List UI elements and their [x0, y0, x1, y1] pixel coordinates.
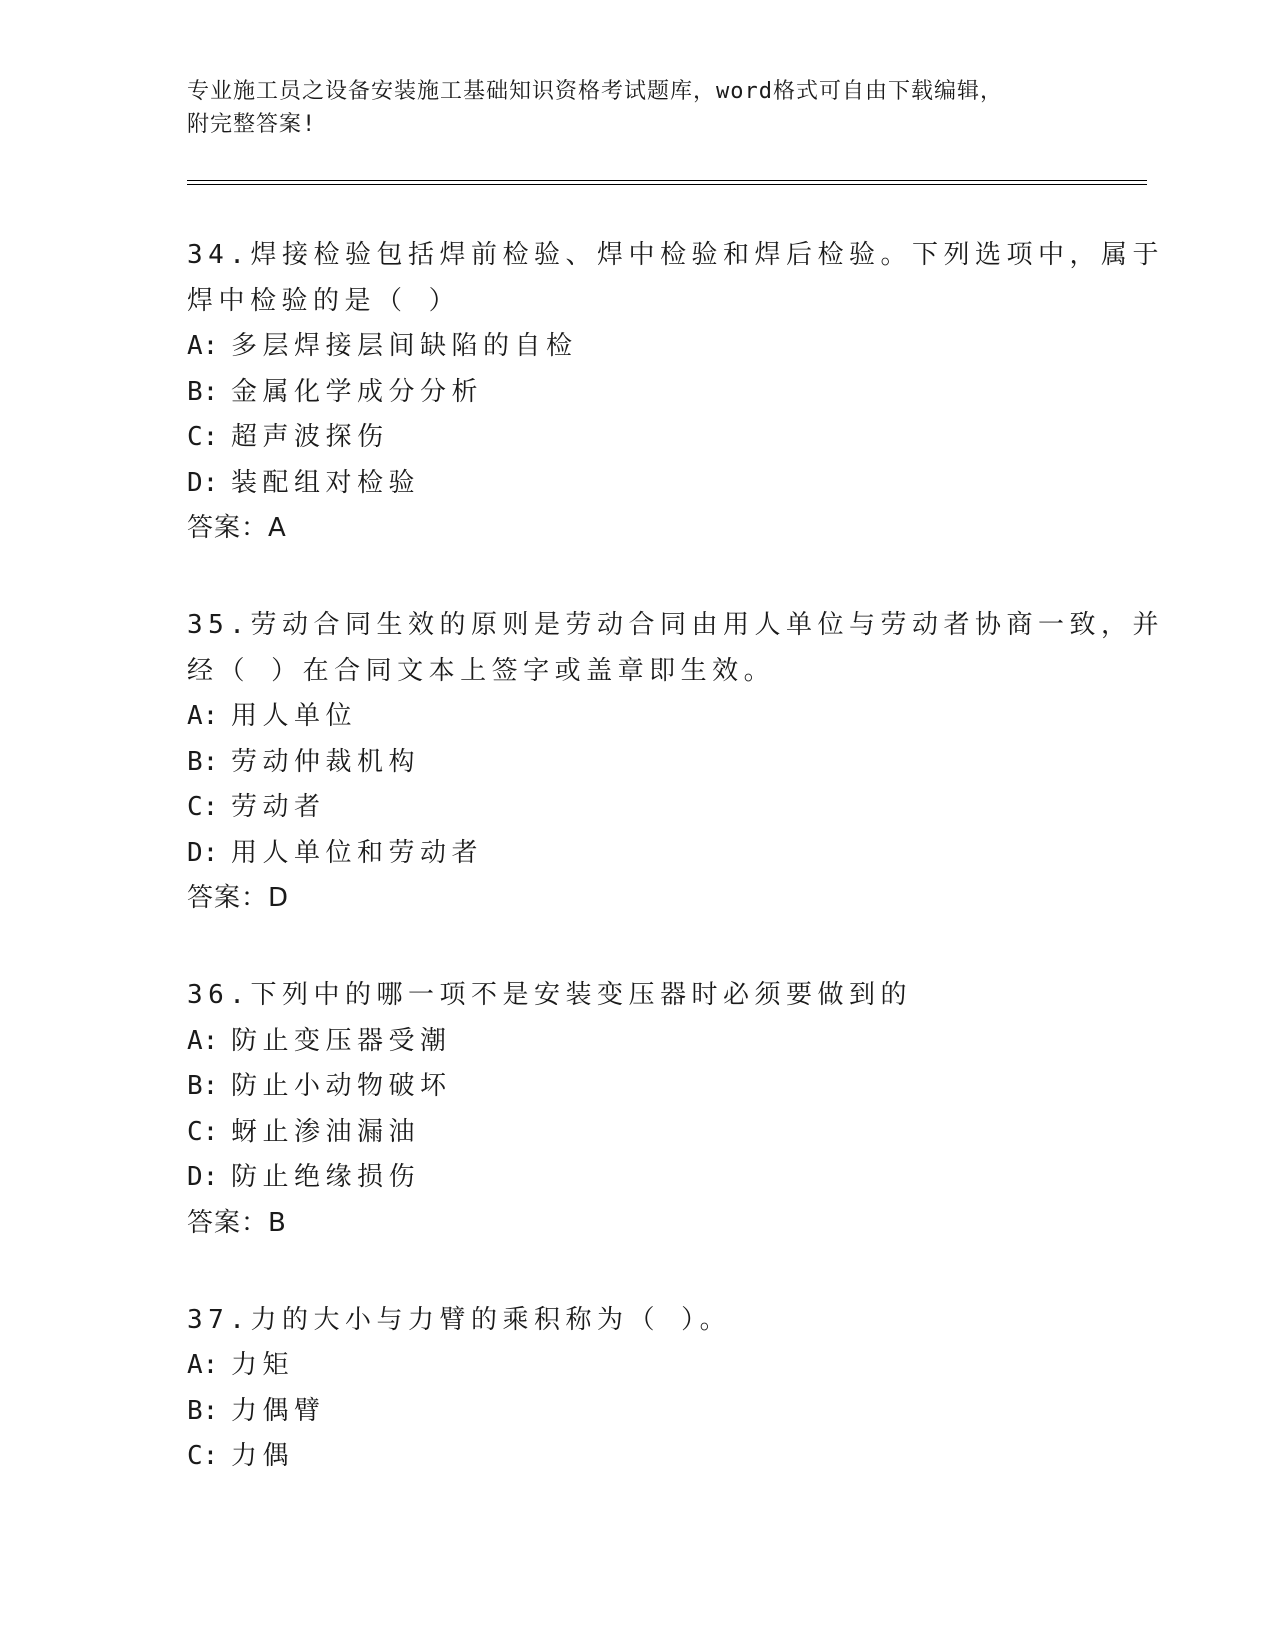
question-stem: 36.下列中的哪一项不是安装变压器时必须要做到的	[187, 980, 912, 1010]
option-letter: C:	[187, 792, 219, 822]
question-stem: 35.劳动合同生效的原则是劳动合同由用人单位与劳动者协商一致，并	[187, 610, 1164, 640]
option-text: 力偶	[231, 1441, 295, 1471]
option-c	[187, 415, 1147, 461]
option-letter: D:	[187, 467, 219, 498]
document-header	[187, 75, 1147, 141]
option-text: 超声波探伤	[231, 422, 389, 452]
option-a	[187, 694, 1147, 740]
answer-line: 答案：A	[187, 513, 287, 543]
option-letter: D:	[187, 1162, 219, 1192]
option-a	[187, 1019, 1147, 1065]
option-a	[187, 324, 1147, 370]
option-b	[187, 1064, 1147, 1110]
question-stem: 34.焊接检验包括焊前检验、焊中检验和焊后检验。下列选项中，属于	[187, 240, 1164, 270]
header-line-2: 附完整答案!	[187, 112, 317, 137]
option-text: 金属化学成分分析	[231, 376, 484, 407]
option-letter: B:	[187, 376, 219, 407]
option-d	[187, 461, 1147, 507]
option-text: 力矩	[231, 1350, 295, 1380]
option-text: 力偶臂	[231, 1395, 326, 1426]
option-letter: B:	[187, 1395, 219, 1426]
question-35	[187, 603, 1164, 921]
option-text: 防止绝缘损伤	[231, 1162, 421, 1192]
option-text: 劳动仲裁机构	[231, 746, 421, 777]
option-c	[187, 1110, 1147, 1156]
option-letter: B:	[187, 746, 219, 777]
question-stem: 37.力的大小与力臂的乘积称为（ ）。	[187, 1304, 732, 1335]
option-letter: A:	[187, 701, 219, 731]
question-34	[187, 233, 1164, 551]
option-b	[187, 1389, 1147, 1435]
option-letter: A:	[187, 1025, 219, 1056]
option-letter: A:	[187, 1350, 219, 1380]
answer-line: 答案：B	[187, 1207, 287, 1238]
question-stem-continued: 经（ ）在合同文本上签字或盖章即生效。	[187, 655, 776, 686]
option-letter: C:	[187, 422, 219, 452]
option-text: 用人单位和劳动者	[231, 837, 484, 868]
option-d	[187, 1155, 1147, 1201]
option-letter: C:	[187, 1441, 219, 1471]
question-37	[187, 1298, 1147, 1480]
option-c	[187, 785, 1147, 831]
option-text: 防止变压器受潮	[231, 1025, 452, 1056]
header-line-1: 专业施工员之设备安装施工基础知识资格考试题库，word格式可自由下载编辑，	[187, 79, 1003, 104]
option-text: 装配组对检验	[231, 467, 421, 498]
option-letter: C:	[187, 1116, 219, 1147]
question-stem-continued: 焊中检验的是（ ）	[187, 285, 461, 316]
option-c	[187, 1434, 1147, 1480]
option-b	[187, 370, 1147, 416]
option-letter: D:	[187, 837, 219, 868]
header-divider	[187, 180, 1147, 185]
question-36	[187, 973, 1147, 1246]
option-letter: A:	[187, 331, 219, 361]
option-b	[187, 740, 1147, 786]
option-text: 劳动者	[231, 792, 326, 822]
answer-line: 答案：D	[187, 883, 290, 913]
option-d	[187, 831, 1147, 877]
option-letter: B:	[187, 1071, 219, 1101]
option-text: 多层焊接层间缺陷的自检	[231, 331, 578, 361]
option-text: 用人单位	[231, 701, 358, 731]
question-list	[187, 233, 1164, 1480]
option-a	[187, 1343, 1147, 1389]
option-text: 防止小动物破坏	[231, 1071, 452, 1101]
document-page	[187, 0, 1164, 1532]
option-text: 蚜止渗油漏油	[231, 1116, 421, 1147]
